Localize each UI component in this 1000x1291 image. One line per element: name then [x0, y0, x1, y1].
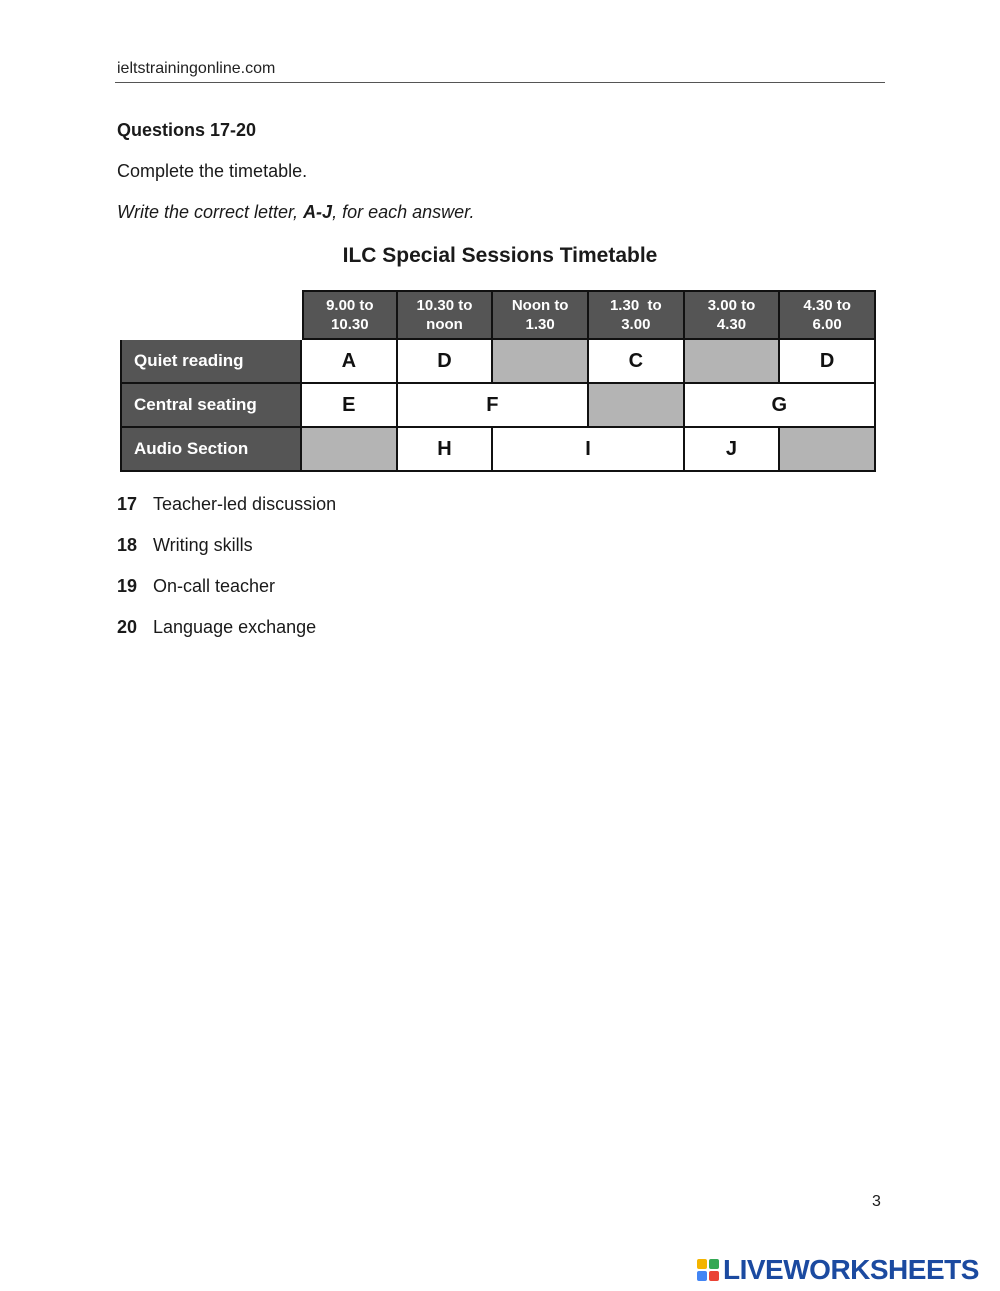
time-slot-header [685, 290, 781, 340]
time-slot-line1: 1.30 to [609, 296, 662, 314]
instruction-write-letter [117, 202, 474, 223]
liveworksheets-logo[interactable] [697, 1255, 979, 1285]
unavailable-slot [493, 340, 589, 384]
question-number: 18 [117, 535, 138, 555]
site-url[interactable]: ieltstrainingonline.com [117, 60, 276, 77]
time-slot-line2: 3.00 [621, 316, 651, 333]
time-slot-header [302, 290, 398, 340]
time-slot-line1: 10.30 to [416, 296, 473, 314]
timetable [120, 290, 876, 472]
time-slot-line2: 10.30 [331, 316, 369, 333]
question-text: Writing skills [153, 535, 253, 555]
logo-square-green [709, 1259, 719, 1269]
time-slot-line2: 1.30 [525, 316, 555, 333]
brand-text: LIVEWORKSHEETS [723, 1254, 979, 1285]
logo-square-red [709, 1271, 719, 1281]
row-label-audio-section: Audio Section [120, 428, 302, 472]
instruction-pre: Write the correct letter, [117, 202, 304, 222]
time-slot-line2: 4.30 [716, 316, 747, 333]
session-letter: D [780, 340, 876, 384]
time-slot-line1: 4.30 to [803, 296, 851, 314]
unavailable-slot [589, 384, 685, 428]
session-letter: F [398, 384, 589, 428]
time-slot-line2: noon [426, 316, 463, 333]
time-slot-line1: 9.00 to [326, 296, 374, 314]
time-slot-header [493, 290, 589, 340]
time-slot-header [780, 290, 876, 340]
time-slot-line1: 3.00 to [707, 296, 756, 314]
session-letter: C [589, 340, 685, 384]
session-letter: J [685, 428, 781, 472]
page-number: 3 [872, 1193, 881, 1210]
timetable-title: ILC Special Sessions Timetable [342, 244, 658, 267]
instruction-post: , for each answer. [332, 202, 475, 222]
question-number: 17 [117, 494, 138, 514]
time-slot-header [589, 290, 685, 340]
question-number: 20 [117, 617, 138, 637]
question-item [117, 494, 336, 515]
row-label-central-seating: Central seating [120, 384, 302, 428]
question-item [117, 576, 275, 597]
session-letter: I [493, 428, 684, 472]
row-label-quiet-reading: Quiet reading [120, 340, 302, 384]
time-slot-line2: 6.00 [812, 316, 842, 333]
question-item [117, 617, 316, 638]
questions-heading: Questions 17-20 [117, 120, 257, 140]
session-letter: E [302, 384, 398, 428]
question-item [117, 535, 253, 556]
unavailable-slot [685, 340, 781, 384]
session-letter: A [302, 340, 398, 384]
timetable-corner [120, 290, 302, 340]
header-divider [115, 82, 885, 83]
question-number: 19 [117, 576, 138, 596]
instruction-complete: Complete the timetable. [117, 161, 308, 181]
question-text: Language exchange [153, 617, 317, 637]
question-text: Teacher-led discussion [153, 494, 337, 514]
session-letter: H [398, 428, 494, 472]
time-slot-line1: Noon to [511, 296, 569, 314]
unavailable-slot [780, 428, 876, 472]
logo-square-blue [697, 1271, 707, 1281]
time-slot-header [398, 290, 494, 340]
session-letter: D [398, 340, 494, 384]
question-text: On-call teacher [153, 576, 276, 596]
unavailable-slot [302, 428, 398, 472]
instruction-letter-range: A-J [303, 202, 333, 222]
session-letter: G [685, 384, 876, 428]
logo-square-yellow [697, 1259, 707, 1269]
liveworksheets-logo-icon [697, 1259, 719, 1281]
